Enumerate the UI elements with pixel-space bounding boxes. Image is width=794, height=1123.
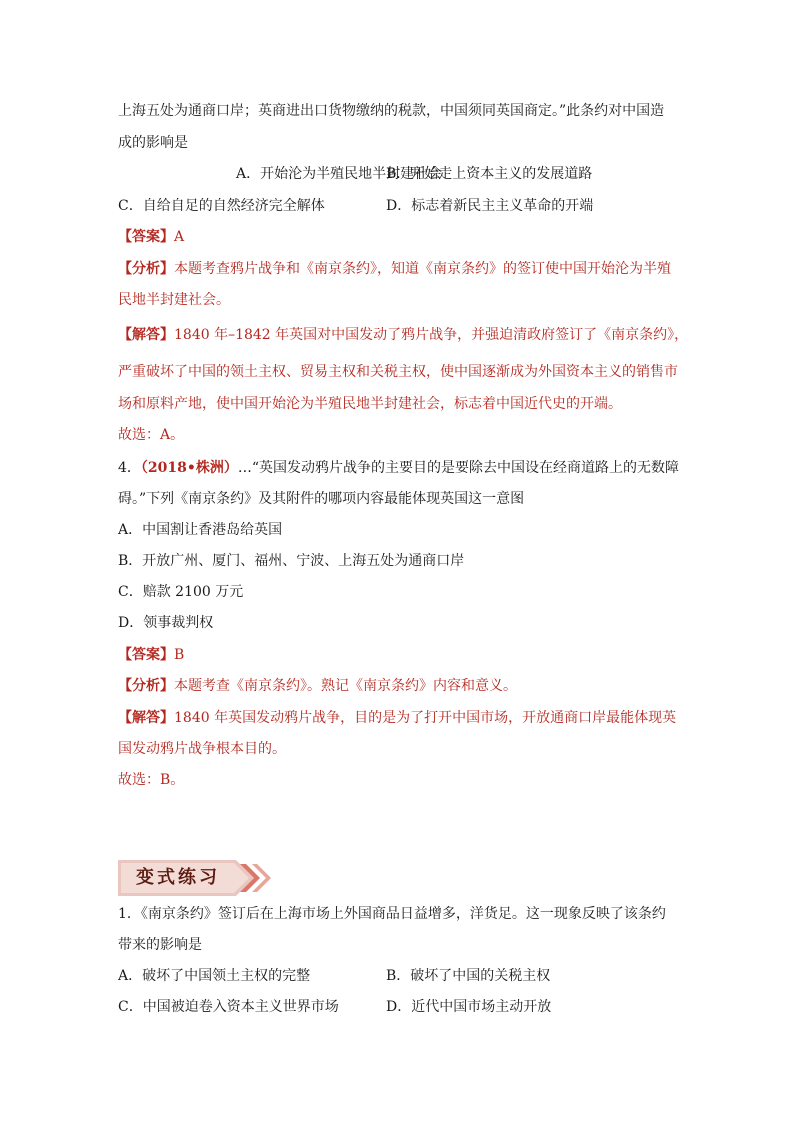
practice-q1-option-c: C．中国被迫卷入资本主义世界市场 — [118, 999, 339, 1015]
answer-tag: 【答案】 — [118, 229, 174, 245]
solution-tag: 【解答】 — [118, 327, 174, 343]
q4-stem-line-2: 碍。”下列《南京条约》及其附件的哪项内容最能体现英国这一意图 — [118, 491, 525, 507]
q3-solution-line-3: 场和原料产地，使中国开始沦为半殖民地半封建社会，标志着中国近代史的开端。 — [118, 396, 622, 412]
q3-stem-line-2: 成的影响是 — [118, 135, 188, 151]
q4-solution-line-2: 国发动鸦片战争根本目的。 — [118, 741, 286, 757]
q4-analysis-line-1 — [118, 676, 517, 696]
q3-analysis-line-1 — [118, 259, 671, 279]
q4-solution-line-1 — [118, 708, 676, 728]
analysis-text: 本题考查鸦片战争和《南京条约》，知道《南京条约》的签订使中国开始沦为半殖 — [174, 261, 671, 277]
analysis-tag: 【分析】 — [118, 261, 174, 277]
q4-conclusion: 故选：B。 — [118, 772, 185, 788]
practice-q1-option-d: D．近代中国市场主动开放 — [386, 999, 552, 1015]
q4-source: （2018•株洲） — [140, 460, 238, 476]
q3-answer — [118, 227, 184, 247]
analysis-text: 本题考查《南京条约》。熟记《南京条约》内容和意义。 — [174, 678, 517, 694]
practice-q1-option-b: B．破坏了中国的关税主权 — [386, 968, 551, 984]
practice-banner — [118, 858, 273, 898]
practice-q1-stem-line-2: 带来的影响是 — [118, 937, 202, 953]
answer-value: A — [174, 229, 185, 245]
solution-tag: 【解答】 — [118, 710, 174, 726]
q3-solution-line-1 — [118, 325, 688, 345]
q4-number: 4． — [118, 460, 141, 476]
solution-text: 1840 年英国发动鸦片战争，目的是为了打开中国市场，开放通商口岸最能体现英 — [174, 710, 677, 726]
answer-tag: 【答案】 — [118, 647, 174, 663]
q4-answer — [118, 645, 184, 665]
solution-text: 1840 年–1842 年英国对中国发动了鸦片战争，并强迫清政府签订了《南京条约》， — [174, 327, 689, 343]
q4-stem-text: …“英国发动鸦片战争的主要目的是要除去中国设在经商道路上的无数障 — [237, 460, 679, 476]
q4-option-d: D．领事裁判权 — [118, 615, 214, 631]
q4-option-a: A．中国割让香港岛给英国 — [118, 522, 283, 538]
analysis-tag: 【分析】 — [118, 678, 174, 694]
practice-q1-stem-line-1: 1．《南京条约》签订后在上海市场上外国商品日益增多，洋货足。这一现象反映了该条约 — [118, 906, 666, 922]
q4-option-b: B．开放广州、厦门、福州、宁波、上海五处为通商口岸 — [118, 553, 465, 569]
q3-conclusion: 故选：A。 — [118, 427, 185, 443]
q3-stem-line-1: 上海五处为通商口岸；英商进出口货物缴纳的税款，中国须同英国商定。”此条约对中国造 — [118, 103, 665, 119]
q3-option-b: B．开始走上资本主义的发展道路 — [386, 166, 593, 182]
q3-option-c: C．自给自足的自然经济完全解体 — [118, 198, 325, 214]
q4-stem-line-1 — [118, 458, 679, 478]
practice-banner-title: 变式练习 — [136, 867, 220, 888]
q3-solution-line-2: 严重破坏了中国的领土主权、贸易主权和关税主权，使中国逐渐成为外国资本主义的销售市 — [118, 364, 678, 380]
q3-option-d: D．标志着新民主主义革命的开端 — [386, 198, 594, 214]
q4-option-c: C．赔款 2100 万元 — [118, 584, 244, 600]
q3-option-a: A．开始沦为半殖民地半封建社会 — [236, 166, 443, 182]
practice-q1-option-a: A．破坏了中国领土主权的完整 — [118, 968, 311, 984]
answer-value: B — [174, 647, 185, 663]
q3-analysis-line-2: 民地半封建社会。 — [118, 292, 230, 308]
